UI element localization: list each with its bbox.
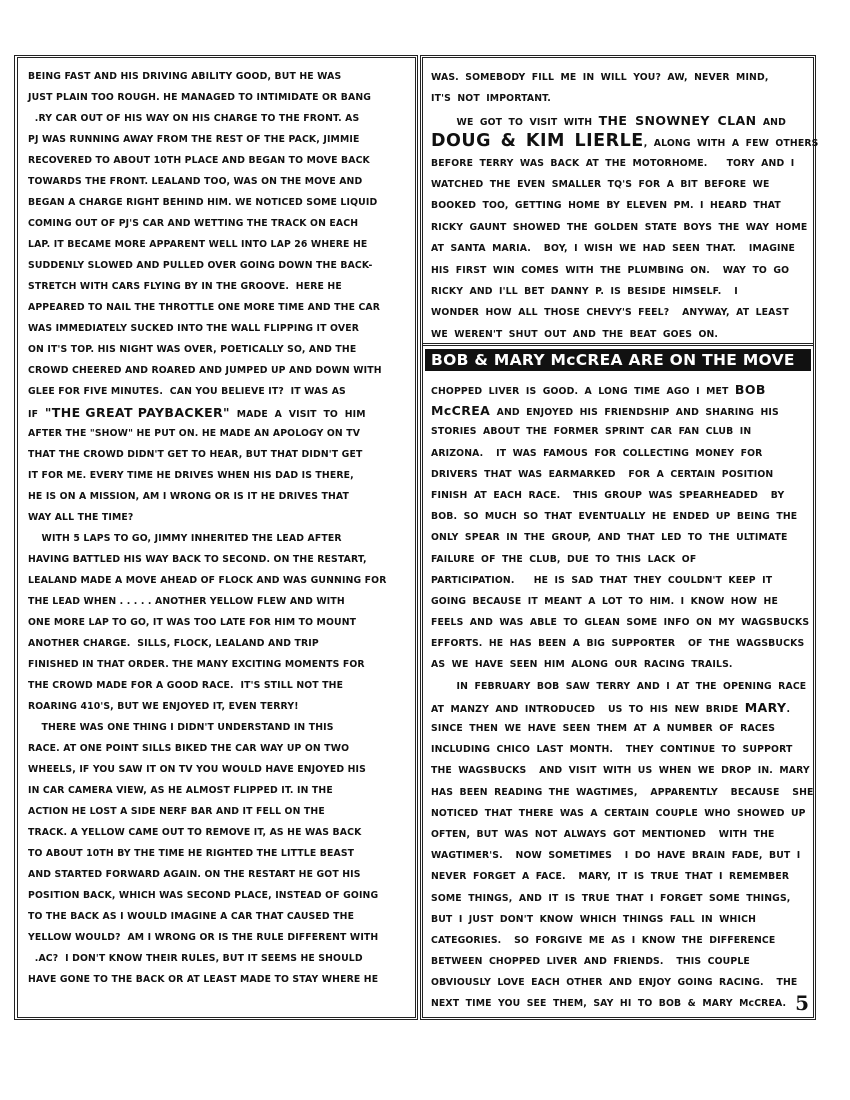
text-segment: IF — [28, 409, 45, 420]
text-segment: TO THE BACK AS I WOULD IMAGINE A CAR THAT CAUSED THE — [28, 911, 355, 922]
text-segment: BEING FAST AND HIS DRIVING ABILITY GOOD, BUT HE WAS — [28, 71, 342, 82]
text-segment: NEXT TIME YOU SEE THEM, SAY HI TO BOB & MARY McCREA. — [431, 998, 787, 1010]
text-segment: ANOTHER CHARGE. SILLS, FLOCK, LEALAND AND TRIP — [28, 638, 319, 649]
text-line — [431, 131, 819, 152]
text-segment: AS WE HAVE SEEN HIM ALONG OUR RACING TRAILS. — [431, 659, 733, 671]
right-column-article-text — [431, 379, 814, 1015]
text-segment: BOB. SO MUCH SO THAT EVENTUALLY HE ENDED UP BEING THE — [431, 511, 798, 523]
text-line — [28, 66, 407, 87]
text-line — [431, 570, 805, 591]
text-line — [431, 888, 805, 909]
text-segment: CHOPPED LIVER IS GOOD. A LONG TIME AGO I MET — [431, 386, 735, 397]
text-segment: CROWD CHEERED AND ROARED AND JUMPED UP AND DOWN WITH — [28, 365, 382, 376]
text-segment: ONLY SPEAR IN THE GROUP, AND THAT LED TO THE ULTIMATE — [431, 532, 788, 544]
text-line — [28, 234, 407, 255]
text-line — [431, 110, 805, 131]
text-line — [431, 972, 805, 993]
text-segment: EFFORTS. HE HAS BEEN A BIG SUPPORTER OF THE WAGSBUCKS — [431, 638, 805, 650]
text-segment: OFTEN, BUT WAS NOT ALWAYS GOT MENTIONED WITH THE — [431, 828, 775, 840]
text-segment: APPEARED TO NAIL THE THROTTLE ONE MORE TIME AND THE CAR — [28, 302, 381, 313]
section-heading: BOB & MARY McCREA ARE ON THE MOVE — [425, 349, 811, 371]
emphasized-name: McCREA — [431, 403, 491, 419]
text-segment: .AC? I DON'T KNOW THEIR RULES, BUT IT SEEMS HE SHOULD — [28, 953, 363, 964]
text-segment: THAT THE CROWD DIDN'T GET TO HEAR, BUT THAT DIDN'T GET — [28, 449, 363, 460]
text-line — [28, 717, 407, 738]
text-line — [28, 528, 407, 549]
text-segment: ACTION HE LOST A SIDE NERF BAR AND IT FELL ON THE — [28, 806, 325, 817]
text-line — [28, 843, 407, 864]
text-segment: WHEELS, IF YOU SAW IT ON TV YOU WOULD HAVE ENJOYED HIS — [28, 764, 366, 775]
section-divider — [423, 343, 813, 346]
text-line — [431, 443, 805, 464]
text-line — [28, 318, 407, 339]
text-line — [431, 324, 805, 345]
text-line — [431, 379, 805, 400]
text-segment: TOWARDS THE FRONT. LEALAND TOO, WAS ON THE MOVE AND — [28, 176, 363, 187]
text-line — [431, 238, 805, 259]
text-segment: HAS BEEN READING THE WAGTIMES, APPARENTLY BECAUSE SHE — [431, 786, 814, 798]
text-line — [28, 339, 407, 360]
text-segment: WAY ALL THE TIME? — [28, 512, 134, 523]
text-segment: WATCHED THE EVEN SMALLER TQ'S FOR A BIT BEFORE WE — [431, 178, 770, 190]
text-segment: SINCE THEN WE HAVE SEEN THEM AT A NUMBER OF RACES — [431, 723, 776, 734]
text-segment: HAVE GONE TO THE BACK OR AT LEAST MADE TO STAY WHERE HE — [28, 974, 379, 985]
text-line — [28, 213, 407, 234]
text-segment: , ALONG WITH A FEW OTHERS — [643, 138, 819, 150]
text-line — [431, 718, 805, 739]
text-line — [431, 845, 805, 866]
text-line — [28, 969, 407, 990]
text-line — [28, 885, 407, 906]
text-line — [28, 276, 407, 297]
text-line — [28, 738, 407, 759]
text-line — [28, 171, 407, 192]
text-segment: WAGTIMER'S. NOW SOMETIMES I DO HAVE BRAIN FADE, BUT I — [431, 850, 801, 862]
text-segment: NEVER FORGET A FACE. MARY, IT IS TRUE THAT I REMEMBER — [431, 871, 790, 883]
left-column — [14, 55, 418, 1020]
text-segment: WAS. SOMEBODY FILL ME IN WILL YOU? AW, NEVER MIND, — [431, 72, 769, 83]
emphasized-name: THE SNOWNEY CLAN — [598, 112, 757, 128]
text-line — [28, 549, 407, 570]
text-segment: AND STARTED FORWARD AGAIN. ON THE RESTART HE GOT HIS — [28, 869, 361, 880]
text-line — [431, 195, 805, 216]
text-segment: WE GOT TO VISIT WITH — [431, 116, 599, 128]
text-line — [28, 360, 407, 381]
text-line — [28, 633, 407, 654]
text-segment: AT MANZY AND INTRODUCED US TO HIS NEW BRIDE — [431, 703, 745, 715]
text-segment: TRACK. A YELLOW CAME OUT TO REMOVE IT, AS HE WAS BACK — [28, 827, 362, 838]
text-line — [431, 676, 805, 697]
text-segment: FINISHED IN THAT ORDER. THE MANY EXCITING MOMENTS FOR — [28, 659, 365, 670]
text-line — [28, 927, 407, 948]
text-line — [431, 217, 808, 238]
text-line — [431, 506, 805, 527]
text-line — [28, 591, 407, 612]
left-column-text — [28, 66, 407, 990]
text-line — [431, 549, 805, 570]
text-line — [28, 675, 407, 696]
text-line — [431, 633, 805, 654]
text-segment: FEELS AND WAS ABLE TO GLEAN SOME INFO ON MY WAGSBUCKS — [431, 617, 810, 629]
text-line — [28, 192, 407, 213]
text-line — [28, 801, 407, 822]
text-segment: BETWEEN CHOPPED LIVER AND FRIENDS. THIS COUPLE — [431, 956, 750, 968]
text-segment: AT SANTA MARIA. BOY, I WISH WE HAD SEEN THAT. IMAGINE — [431, 243, 796, 255]
text-segment: WONDER HOW ALL THOSE CHEVY'S FEEL? ANYWAY, AT LEAST — [431, 307, 789, 319]
text-segment: THE LEAD WHEN . . . . . ANOTHER YELLOW FLEW AND WITH — [28, 596, 345, 607]
text-line — [431, 803, 805, 824]
text-segment: BEFORE TERRY WAS BACK AT THE MOTORHOME. TORY AND I — [431, 157, 795, 169]
text-line — [431, 739, 805, 760]
text-segment: GOING BECAUSE IT MEANT A LOT TO HIM. I KNOW HOW HE — [431, 595, 778, 607]
text-line — [431, 866, 805, 887]
text-line — [28, 654, 407, 675]
text-segment: WITH 5 LAPS TO GO, JIMMY INHERITED THE LEAD AFTER — [28, 533, 342, 544]
text-segment: STORIES ABOUT THE FORMER SPRINT CAR FAN CLUB IN — [431, 426, 752, 438]
text-line — [431, 909, 805, 930]
text-segment: RICKY AND I'LL BET DANNY P. IS BESIDE HIMSELF. I — [431, 285, 738, 297]
text-segment: BUT I JUST DON'T KNOW WHICH THINGS FALL IN WHICH — [431, 913, 756, 925]
text-line — [431, 464, 805, 485]
text-segment: INCLUDING CHICO LAST MONTH. THEY CONTINUE TO SUPPORT — [431, 744, 793, 756]
text-segment: AND — [756, 116, 786, 128]
text-line — [431, 302, 805, 323]
text-segment: TO ABOUT 10TH BY THE TIME HE RIGHTED THE LITTLE BEAST — [28, 848, 355, 859]
text-segment: WAS IMMEDIATELY SUCKED INTO THE WALL FLIPPING IT OVER — [28, 323, 360, 334]
text-segment: AFTER THE "SHOW" HE PUT ON. HE MADE AN APOLOGY ON TV — [28, 428, 361, 439]
text-line — [28, 297, 407, 318]
text-segment: COMING OUT OF PJ'S CAR AND WETTING THE TRACK ON EACH — [28, 218, 359, 229]
text-segment: FINISH AT EACH RACE. THIS GROUP WAS SPEARHEADED BY — [431, 489, 785, 501]
text-line — [431, 697, 805, 718]
text-line — [28, 906, 407, 927]
text-segment: SUDDENLY SLOWED AND PULLED OVER GOING DOWN THE BACK- — [28, 260, 373, 271]
text-segment: LAP. IT BECAME MORE APPARENT WELL INTO LAP 26 WHERE HE — [28, 239, 368, 250]
text-segment: DRIVERS THAT WAS EARMARKED FOR A CERTAIN POSITION — [431, 468, 774, 480]
text-line — [28, 612, 407, 633]
text-line — [28, 507, 407, 528]
text-line — [28, 402, 407, 423]
text-segment: THE CROWD MADE FOR A GOOD RACE. IT'S STILL NOT THE — [28, 680, 344, 691]
text-line — [431, 153, 805, 174]
text-segment: WE WEREN'T SHUT OUT AND THE BEAT GOES ON. — [431, 328, 719, 340]
text-line — [28, 864, 407, 885]
text-segment: SOME THINGS, AND IT IS TRUE THAT I FORGET SOME THINGS, — [431, 892, 791, 904]
text-segment: AND ENJOYED HIS FRIENDSHIP AND SHARING HIS — [490, 407, 779, 419]
right-column — [420, 55, 819, 1020]
text-segment: JUST PLAIN TOO ROUGH. HE MANAGED TO INTIMIDATE OR BANG — [28, 92, 372, 103]
text-line — [28, 255, 407, 276]
text-segment: PARTICIPATION. HE IS SAD THAT THEY COULDN'T KEEP IT — [431, 574, 773, 586]
text-segment: YELLOW WOULD? AM I WRONG OR IS THE RULE DIFFERENT WITH — [28, 932, 379, 943]
text-line — [28, 822, 407, 843]
text-line — [28, 948, 407, 969]
text-line — [28, 465, 407, 486]
text-line — [431, 421, 805, 442]
text-segment: IN FEBRUARY BOB SAW TERRY AND I AT THE OPENING RACE — [431, 680, 807, 692]
text-segment: BEGAN A CHARGE RIGHT BEHIND HIM. WE NOTICED SOME LIQUID — [28, 197, 378, 208]
text-segment: THE WAGSBUCKS AND VISIT WITH US WHEN WE DROP IN. MARY — [431, 765, 810, 777]
text-line — [431, 654, 805, 675]
text-segment: THERE WAS ONE THING I DIDN'T UNDERSTAND IN THIS — [28, 722, 334, 733]
text-line — [431, 612, 810, 633]
right-column-top-text — [431, 67, 819, 345]
text-segment: RECOVERED TO ABOUT 10TH PLACE AND BEGAN TO MOVE BACK — [28, 155, 370, 166]
text-segment: HIS FIRST WIN COMES WITH THE PLUMBING ON. WAY TO GO — [431, 264, 790, 276]
text-segment: ON IT'S TOP. HIS NIGHT WAS OVER, POETICALLY SO, AND THE — [28, 344, 357, 355]
text-line — [28, 381, 407, 402]
page-number: 5 — [795, 991, 809, 1015]
text-segment: BOOKED TOO, GETTING HOME BY ELEVEN PM. I HEARD THAT — [431, 200, 781, 212]
text-line — [431, 782, 814, 803]
text-line — [28, 150, 407, 171]
text-line — [28, 87, 407, 108]
text-line — [431, 485, 805, 506]
text-line — [28, 570, 407, 591]
text-segment: FAILURE OF THE CLUB, DUE TO THIS LACK OF — [431, 553, 697, 565]
text-segment: LEALAND MADE A MOVE AHEAD OF FLOCK AND WAS GUNNING FOR — [28, 575, 387, 586]
text-line — [28, 129, 407, 150]
text-segment: ARIZONA. IT WAS FAMOUS FOR COLLECTING MONEY FOR — [431, 447, 763, 459]
text-line — [431, 400, 805, 421]
text-line — [28, 423, 407, 444]
text-line — [431, 930, 805, 951]
text-segment: POSITION BACK, WHICH WAS SECOND PLACE, INSTEAD OF GOING — [28, 890, 379, 901]
text-line — [431, 527, 805, 548]
text-segment: HE IS ON A MISSION, AM I WRONG OR IS IT HE DRIVES THAT — [28, 491, 349, 502]
text-segment: PJ WAS RUNNING AWAY FROM THE REST OF THE PACK, JIMMIE — [28, 134, 360, 145]
emphasized-name: MARY — [744, 699, 787, 715]
text-segment: IT'S NOT IMPORTANT. — [431, 93, 551, 105]
text-segment: . — [786, 703, 791, 715]
emphasized-name: "THE GREAT PAYBACKER" — [44, 405, 230, 420]
text-line — [431, 260, 805, 281]
text-line — [28, 759, 407, 780]
text-line — [431, 281, 805, 302]
text-segment: STRETCH WITH CARS FLYING BY IN THE GROOVE. HERE HE — [28, 281, 342, 292]
text-segment: OBVIOUSLY LOVE EACH OTHER AND ENJOY GOING RACING. THE — [431, 977, 798, 989]
text-segment: ONE MORE LAP TO GO, IT WAS TOO LATE FOR HIM TO MOUNT — [28, 617, 357, 628]
text-segment: CATEGORIES. SO FORGIVE ME AS I KNOW THE DIFFERENCE — [431, 934, 776, 946]
text-line — [431, 760, 810, 781]
text-line — [431, 88, 805, 109]
text-line — [431, 174, 805, 195]
text-line — [431, 67, 805, 88]
emphasized-name: BOB — [734, 382, 766, 397]
text-line — [431, 951, 805, 972]
text-segment: IN CAR CAMERA VIEW, AS HE ALMOST FLIPPED IT. IN THE — [28, 785, 333, 796]
text-segment: IT FOR ME. EVERY TIME HE DRIVES WHEN HIS DAD IS THERE, — [28, 470, 354, 481]
text-segment: .RY CAR OUT OF HIS WAY ON HIS CHARGE TO THE FRONT. AS — [28, 113, 360, 124]
text-line — [431, 993, 805, 1014]
text-line — [28, 444, 407, 465]
text-segment: MADE A VISIT TO HIM — [229, 409, 366, 420]
text-line — [431, 824, 805, 845]
text-segment: HAVING BATTLED HIS WAY BACK TO SECOND. ON THE RESTART, — [28, 554, 367, 565]
text-segment: RACE. AT ONE POINT SILLS BIKED THE CAR WAY UP ON TWO — [28, 743, 350, 754]
text-line — [28, 486, 407, 507]
text-line — [28, 108, 407, 129]
text-segment: RICKY GAUNT SHOWED THE GOLDEN STATE BOYS THE WAY HOME — [431, 221, 808, 233]
text-line — [28, 696, 407, 717]
emphasized-name: DOUG & KIM LIERLE — [431, 131, 644, 152]
text-line — [431, 591, 805, 612]
text-segment: GLEE FOR FIVE MINUTES. CAN YOU BELIEVE IT? IT WAS AS — [28, 386, 346, 397]
text-segment: NOTICED THAT THERE WAS A CERTAIN COUPLE WHO SHOWED UP — [431, 807, 806, 819]
text-line — [28, 780, 407, 801]
text-segment: ROARING 410'S, BUT WE ENJOYED IT, EVEN TERRY! — [28, 701, 299, 712]
